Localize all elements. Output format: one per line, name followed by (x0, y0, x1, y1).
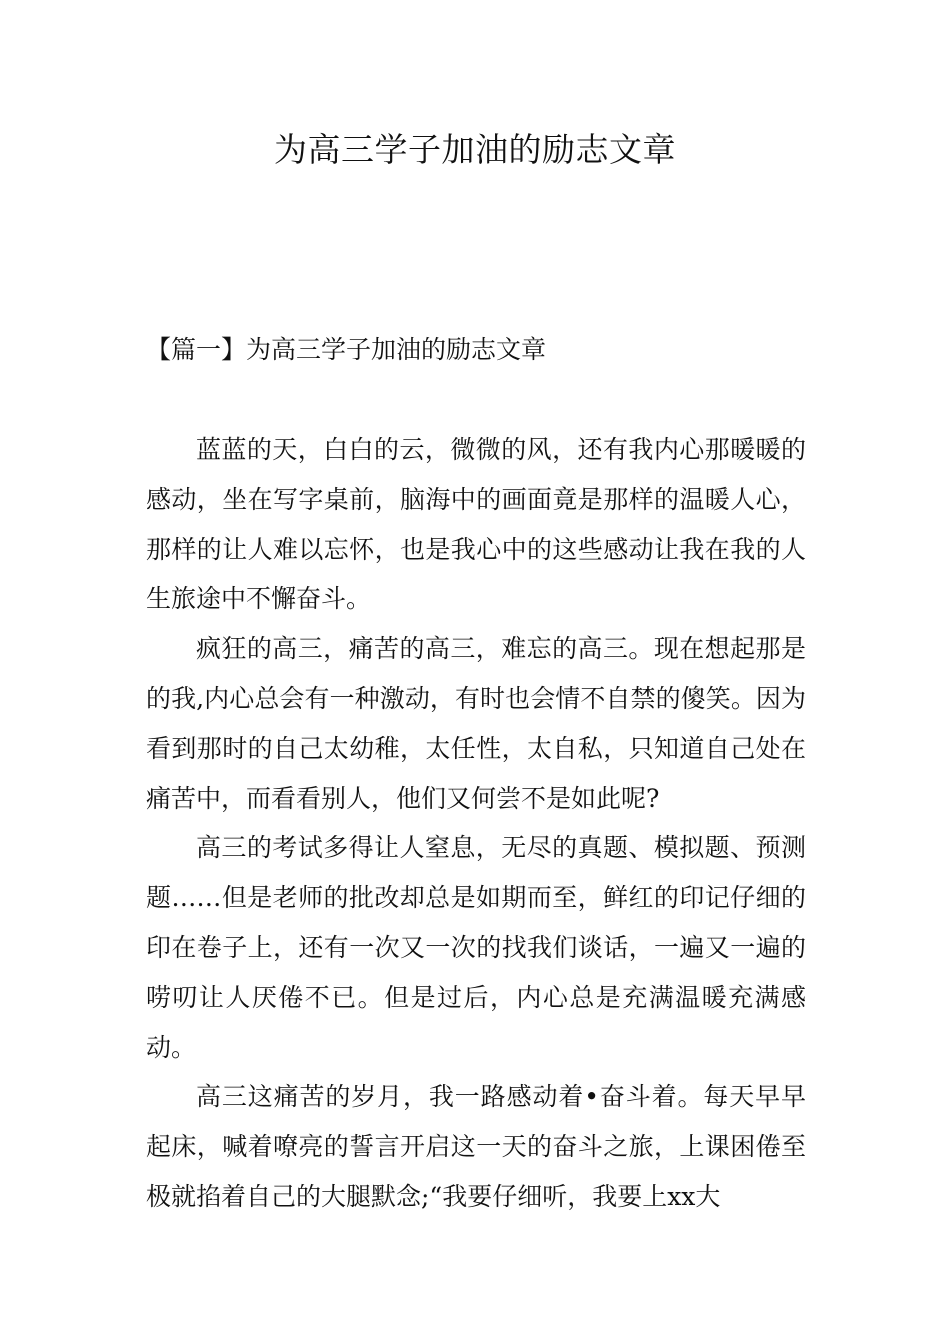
paragraph: 高三这痛苦的岁月，我一路感动着•奋斗着。每天早早起床，喊着嘹亮的誓言开启这一天的奋斗之旅，上课困倦至极就掐着自己的大腿默念;“我要仔细听，我要上xx大 (146, 1082, 806, 1211)
paragraph: 高三的考试多得让人窒息，无尽的真题、模拟题、预测题……但是老师的批改却总是如期而至，鲜红的印记仔细的印在卷子上，还有一次又一次的找我们谈话，一遍又一遍的唠叨让人厌倦不已。但是过后，内心总是充满温暖充满感动。 (146, 833, 806, 1062)
paragraph: 蓝蓝的天，白白的云，微微的风，还有我内心那暖暖的感动，坐在写字桌前，脑海中的画面竟是那样的温暖人心，那样的让人难以忘怀，也是我心中的这些感动让我在我的人生旅途中不懈奋斗。 (146, 435, 806, 614)
document-title: 为高三学子加油的励志文章 (274, 130, 676, 169)
paragraph: 疯狂的高三，痛苦的高三，难忘的高三。现在想起那是的我,内心总会有一种激动，有时也会情不自禁的傻笑。因为看到那时的自己太幼稚，太任性，太自私，只知道自己处在痛苦中，而看看别人，他们又何尝不是如此呢? (146, 634, 806, 813)
section-heading: 【篇一】为高三学子加油的励志文章 (146, 335, 547, 364)
document-body (146, 425, 806, 1222)
